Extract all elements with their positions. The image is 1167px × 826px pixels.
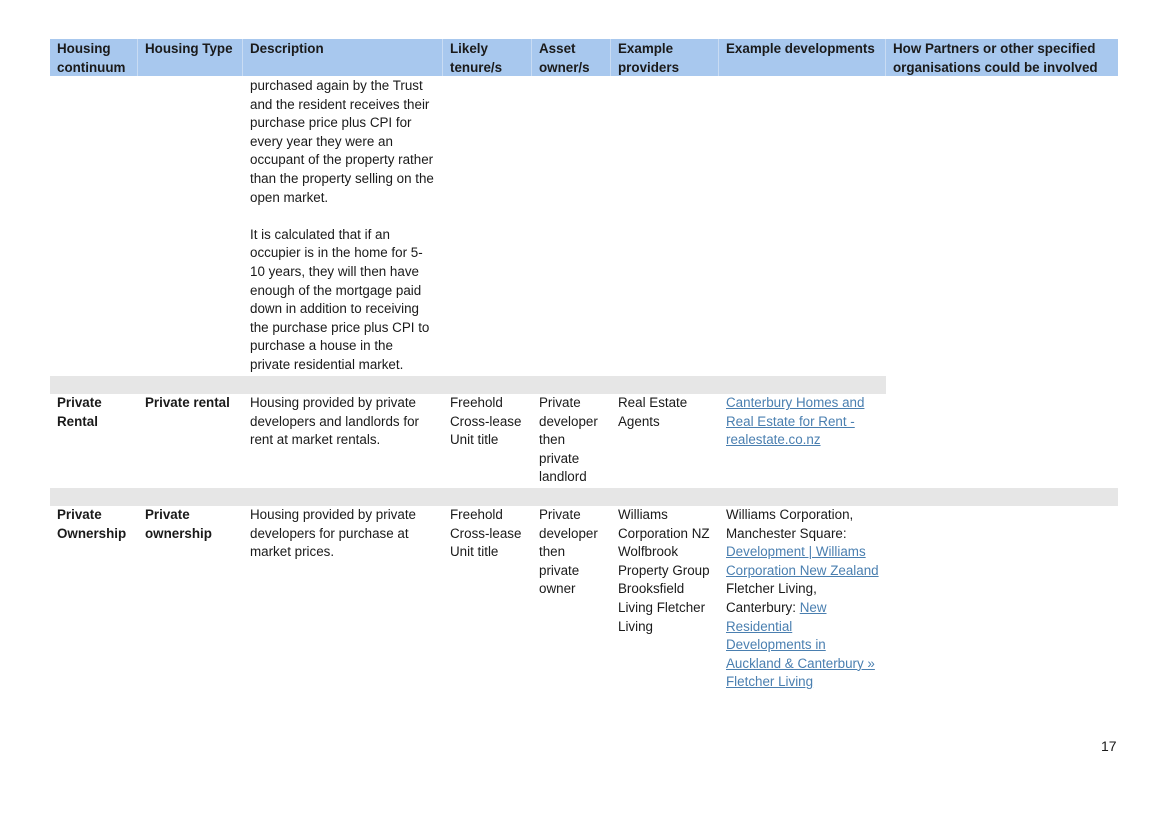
cell-asset-owner: Private developer then private landlord xyxy=(539,395,598,485)
cell-partners xyxy=(886,394,1118,488)
table-header xyxy=(50,39,1118,76)
cell-housing-type: Private rental xyxy=(145,395,230,410)
cell-continuum: Private Ownership xyxy=(57,507,127,541)
fletcher-development-link[interactable]: New Residential Developments in Auckland & Canterbury » Fletcher Living xyxy=(726,599,875,690)
header-description: Description xyxy=(243,39,443,76)
cell-providers: Williams Corporation NZ Wolfbrook Property Group Brooksfield Living Fletcher Living xyxy=(618,507,710,634)
cell-tenure: Freehold Cross-lease Unit title xyxy=(450,507,522,560)
header-example-developments: Example developments xyxy=(719,39,886,76)
fletcher-development-text: Fletcher Living, Canterbury: xyxy=(726,581,817,615)
cell-asset-owner: Private developer then private owner xyxy=(539,507,598,597)
continued-description-paragraph-2: It is calculated that if an occupier is in the home for 5-10 years, they will then have enough of the mortgage paid down in addition to receiving the purchase price plus CPI to purchase a house in the private residential market. xyxy=(250,226,430,372)
table-row-continued xyxy=(50,77,1118,375)
row-separator xyxy=(50,488,1118,506)
header-example-providers: Example providers xyxy=(611,39,719,76)
cell-tenure: Freehold Cross-lease Unit title xyxy=(450,395,522,448)
continued-description-cell xyxy=(243,77,443,375)
page-number: 17 xyxy=(1101,738,1117,754)
cell-continuum: Private Rental xyxy=(57,395,102,429)
header-likely-tenure: Likely tenure/s xyxy=(443,39,532,76)
header-housing-continuum: Housing continuum xyxy=(50,39,138,76)
cell-partners xyxy=(886,506,1118,716)
header-asset-owner: Asset owner/s xyxy=(532,39,611,76)
cell-housing-type: Private ownership xyxy=(145,507,212,541)
table-row-private-ownership xyxy=(50,506,1118,716)
continued-description-paragraph-1: purchased again by the Trust and the resident receives their purchase price plus CPI for every year they were an occupant of the property rather than the property selling on the open market. xyxy=(250,78,434,205)
williams-development-link[interactable]: Development | Williams Corporation New Zealand xyxy=(726,544,879,578)
cell-description: Housing provided by private developers for purchase at market prices. xyxy=(250,507,416,560)
table-row-private-rental xyxy=(50,394,1118,488)
williams-development-text: Williams Corporation, Manchester Square: xyxy=(726,507,854,541)
cell-developments xyxy=(719,394,886,488)
cell-description: Housing provided by private developers and landlords for rent at market rentals. xyxy=(250,395,419,448)
cell-providers: Real Estate Agents xyxy=(618,395,688,429)
header-partners-involvement: How Partners or other specified organisations could be involved xyxy=(893,41,1098,75)
header-housing-type: Housing Type xyxy=(138,39,243,76)
row-separator xyxy=(50,376,886,394)
cell-developments xyxy=(719,506,886,716)
canterbury-homes-link[interactable]: Canterbury Homes and Real Estate for Rent - realestate.co.nz xyxy=(726,395,865,448)
